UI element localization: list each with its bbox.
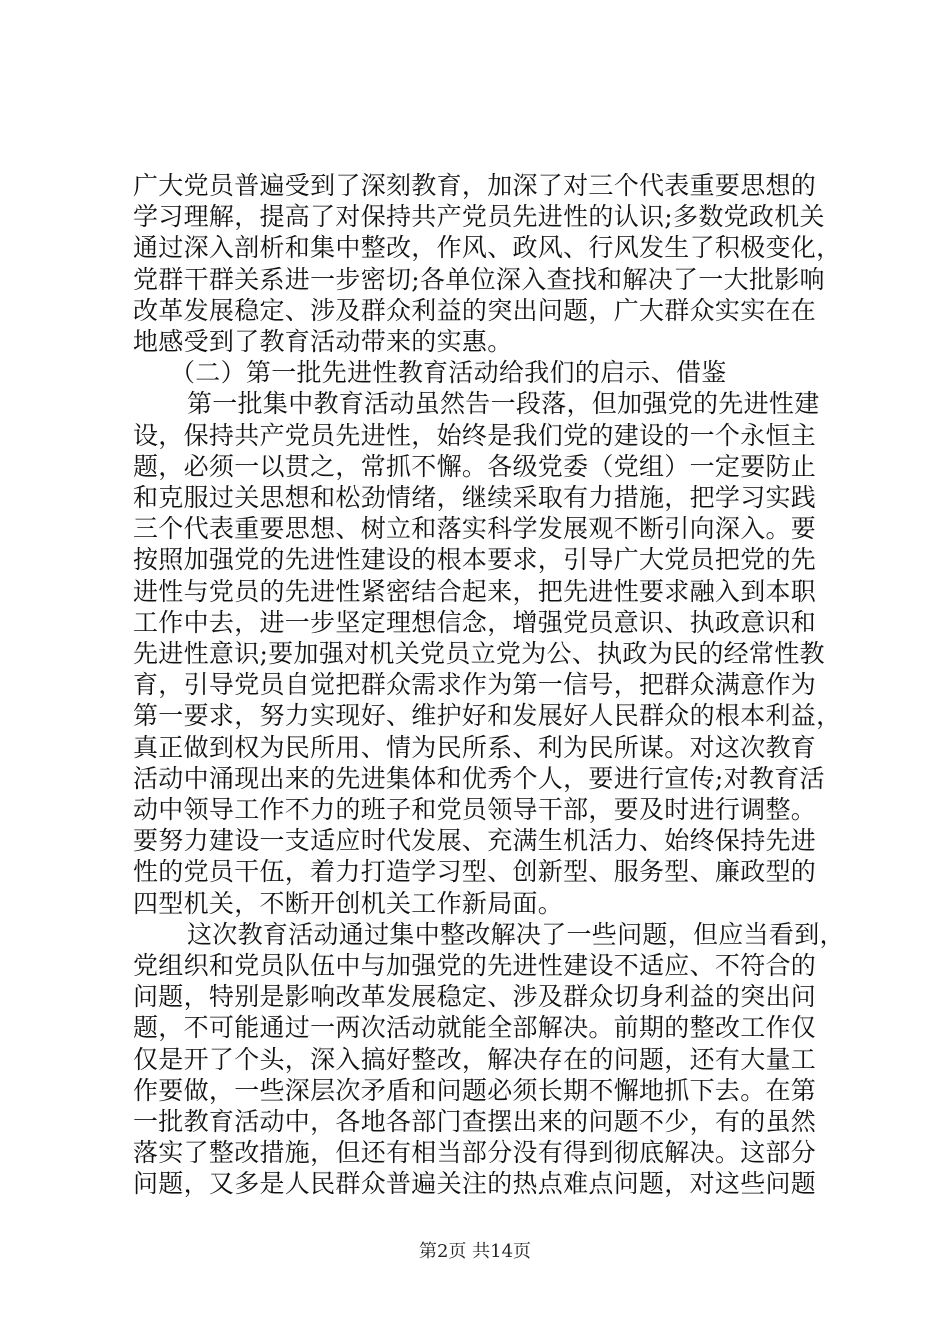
line-text: 按照加强党的先进性建设的根本要求，引导广大党员把党的先: [133, 545, 817, 575]
line-text: 要努力建设一支适应时代发展、充满生机活力、始终保持先进: [133, 826, 817, 856]
text-line: [0, 1044, 950, 1075]
text-line: [0, 825, 950, 856]
text-line: [0, 1012, 950, 1043]
line-text: 动中领导工作不力的班子和党员领导干部，要及时进行调整。: [133, 795, 817, 824]
text-line: [0, 264, 950, 295]
line-text: 第一要求，努力实现好、维护好和发展好人民群众的根本利益，: [133, 701, 842, 731]
page-number-label: 第2页 共14页: [418, 1241, 532, 1262]
line-text: 题，不可能通过一两次活动就能全部解决。前期的整改工作仅: [133, 1013, 817, 1043]
text-line: [0, 763, 950, 794]
line-text: 问题，特别是影响改革发展稳定、涉及群众切身利益的突出问: [133, 982, 817, 1012]
text-line: [0, 295, 950, 326]
line-text: 仅是开了个头，深入搞好整改，解决存在的问题，还有大量工: [133, 1044, 817, 1074]
line-text: 党组织和党员队伍中与加强党的先进性建设不适应、不符合的: [133, 951, 817, 980]
text-line: [0, 732, 950, 763]
line-text: 广大党员普遍受到了深刻教育，加深了对三个代表重要思想的: [133, 171, 817, 200]
line-text: 第一批集中教育活动虽然告一段落，但加强党的先进性建: [187, 389, 820, 419]
line-text: 育，引导党员自觉把群众需求作为第一信号，把群众满意作为: [133, 670, 817, 700]
line-text: 问题，又多是人民群众普遍关注的热点难点问题，对这些问题: [133, 1169, 817, 1199]
text-line: [0, 950, 950, 981]
line-text: 通过深入剖析和集中整改，作风、政风、行风发生了积极变化，: [133, 233, 842, 263]
line-text: 和克服过关思想和松劲情绪，继续采取有力措施，把学习实践: [133, 483, 817, 512]
text-line: [0, 420, 950, 451]
text-line: [0, 326, 950, 357]
text-line: [0, 638, 950, 669]
line-text: 真正做到权为民所用、情为民所系、利为民所谋。对这次教育: [133, 732, 817, 762]
line-text: 进性与党员的先进性紧密结合起来，把先进性要求融入到本职: [133, 576, 817, 606]
line-text: 学习理解，提高了对保持共产党员先进性的认识;多数党政机关: [133, 202, 825, 232]
text-line: [0, 1075, 950, 1106]
line-text: 题，必须一以贯之，常抓不懈。各级党委（党组）一定要防止: [133, 451, 817, 481]
line-text: 活动中涌现出来的先进集体和优秀个人，要进行宣传;对教育活: [133, 763, 825, 793]
line-text: 作要做，一些深层次矛盾和问题必须长期不懈地抓下去。在第: [133, 1075, 817, 1105]
text-line: [0, 451, 950, 482]
line-text: 党群干群关系进一步密切;各单位深入查找和解决了一大批影响: [133, 264, 825, 294]
line-text: 先进性意识;要加强对机关党员立党为公、执政为民的经常性教: [133, 639, 825, 668]
text-line: [0, 981, 950, 1012]
text-line: [0, 576, 950, 607]
text-line: [0, 700, 950, 731]
text-line: [0, 1137, 950, 1168]
line-text: 三个代表重要思想、树立和落实科学发展观不断引向深入。要: [133, 514, 817, 544]
text-line: [0, 482, 950, 513]
line-text: （二）第一批先进性教育活动给我们的启示、借鉴: [170, 358, 727, 388]
line-text: 这次教育活动通过集中整改解决了一些问题，但应当看到，: [187, 919, 845, 949]
text-line: [0, 388, 950, 419]
line-text: 工作中去，进一步坚定理想信念，增强党员意识、执政意识和: [133, 607, 817, 637]
line-text: 设，保持共产党员先进性，始终是我们党的建设的一个永恒主: [133, 420, 817, 450]
text-line: [0, 513, 950, 544]
text-line: [0, 669, 950, 700]
text-line: [0, 607, 950, 638]
text-line: [0, 170, 950, 201]
text-line: [0, 1106, 950, 1137]
text-line: [0, 888, 950, 919]
line-text: 改革发展稳定、涉及群众利益的突出问题，广大群众实实在在: [133, 295, 817, 325]
line-text: 落实了整改措施，但还有相当部分没有得到彻底解决。这部分: [133, 1138, 817, 1168]
text-line: [0, 794, 950, 825]
line-text: 四型机关，不断开创机关工作新局面。: [133, 888, 564, 918]
line-text: 性的党员干伍，着力打造学习型、创新型、服务型、廉政型的: [133, 857, 817, 887]
text-line: [0, 232, 950, 263]
page-number-footer: [0, 1240, 950, 1264]
text-line: [0, 1168, 950, 1199]
text-line: [0, 856, 950, 887]
text-line: [0, 544, 950, 575]
section-heading: [0, 357, 950, 388]
text-line: [0, 201, 950, 232]
text-line: [0, 919, 950, 950]
line-text: 一批教育活动中，各地各部门查摆出来的问题不少，有的虽然: [133, 1107, 817, 1136]
line-text: 地感受到了教育活动带来的实惠。: [133, 327, 513, 356]
